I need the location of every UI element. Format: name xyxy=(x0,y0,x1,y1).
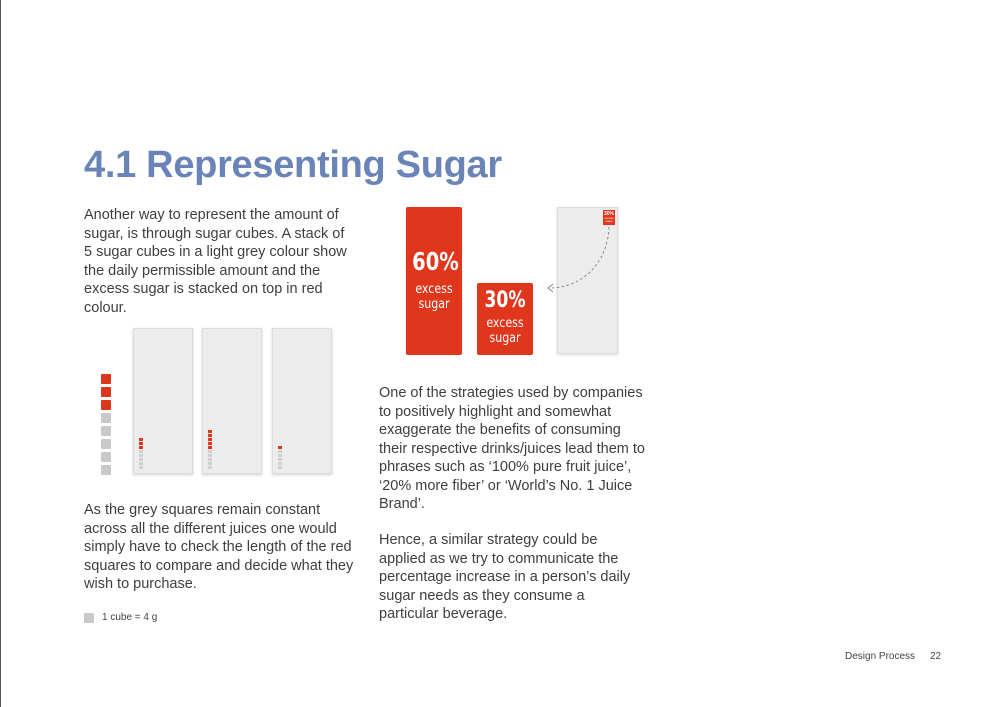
page-title: 4.1 Representing Sugar xyxy=(84,144,502,186)
mini-base-cube xyxy=(139,458,143,461)
label-30-percent xyxy=(477,283,533,355)
juice-panel-1 xyxy=(133,328,193,474)
base-sugar-cube xyxy=(101,426,111,436)
label-60-percent-value: 60% xyxy=(412,247,459,276)
mini-base-cube xyxy=(208,462,212,465)
mini-base-cube xyxy=(139,450,143,453)
mini-excess-cube xyxy=(139,446,143,449)
mini-base-cube xyxy=(139,462,143,465)
mini-base-cube xyxy=(278,458,282,461)
mini-base-cube xyxy=(208,466,212,469)
mini-base-cube xyxy=(208,450,212,453)
excess-sugar-cube xyxy=(101,374,111,384)
strategies-paragraph: One of the strategies used by companies to positively highlight and somewhat exaggerate the benefits of consuming their respective drinks/juices lead them to phrases such as ‘100% pure fruit juice’, ‘20% more fiber’ or ‘World’s No. 1 Juice Brand’. xyxy=(379,385,645,512)
dashed-arrow-icon xyxy=(540,220,620,300)
mini-base-cube xyxy=(139,454,143,457)
mini-base-cube xyxy=(208,454,212,457)
base-sugar-cube xyxy=(101,413,111,423)
legend-cube-swatch xyxy=(84,613,94,623)
mini-excess-cube xyxy=(208,434,212,437)
base-sugar-cube xyxy=(101,465,111,475)
bottle-tag-value: 30% xyxy=(603,211,614,217)
mini-excess-cube xyxy=(139,442,143,445)
base-sugar-cube xyxy=(101,452,111,462)
mini-excess-cube xyxy=(208,438,212,441)
mini-base-cube xyxy=(278,450,282,453)
base-sugar-cube xyxy=(101,439,111,449)
mini-base-cube xyxy=(208,458,212,461)
mini-excess-cube xyxy=(278,446,282,449)
footer-section-label: Design Process xyxy=(845,651,916,662)
bottle-tag-text: excess sugar xyxy=(604,216,614,223)
label-30-percent-value: 30% xyxy=(484,288,526,313)
mini-base-cube xyxy=(278,466,282,469)
label-60-percent-text: excess sugar xyxy=(415,282,453,312)
mini-base-cube xyxy=(278,462,282,465)
juice-panel-3 xyxy=(272,328,332,474)
hence-paragraph: Hence, a similar strategy could be applied as we try to communicate the percentage increase in a person’s daily sugar needs as they consume a particular beverage. xyxy=(379,532,631,622)
mini-base-cube xyxy=(278,454,282,457)
label-30-percent-text: excess sugar xyxy=(486,316,524,346)
intro-paragraph: Another way to represent the amount of sugar, is through sugar cubes. A stack of 5 sugar cubes in a light grey colour show the daily permissible amount and the excess sugar is stacked on top in red colour. xyxy=(84,207,347,316)
mini-base-cube xyxy=(139,466,143,469)
mini-excess-cube xyxy=(208,446,212,449)
excess-sugar-cube xyxy=(101,387,111,397)
excess-sugar-cube xyxy=(101,400,111,410)
mini-excess-cube xyxy=(208,442,212,445)
mini-excess-cube xyxy=(208,430,212,433)
mini-excess-cube xyxy=(139,438,143,441)
label-60-percent xyxy=(406,207,462,355)
page-edge-rule xyxy=(0,0,1,707)
compare-paragraph: As the grey squares remain constant across all the different juices one would simply have to check the length of the red squares to compare and decide what they wish to purchase. xyxy=(84,502,354,592)
footer-page-number: 22 xyxy=(930,651,942,662)
legend xyxy=(84,612,157,623)
legend-text: 1 cube = 4 g xyxy=(102,612,158,623)
juice-panel-2 xyxy=(202,328,262,474)
